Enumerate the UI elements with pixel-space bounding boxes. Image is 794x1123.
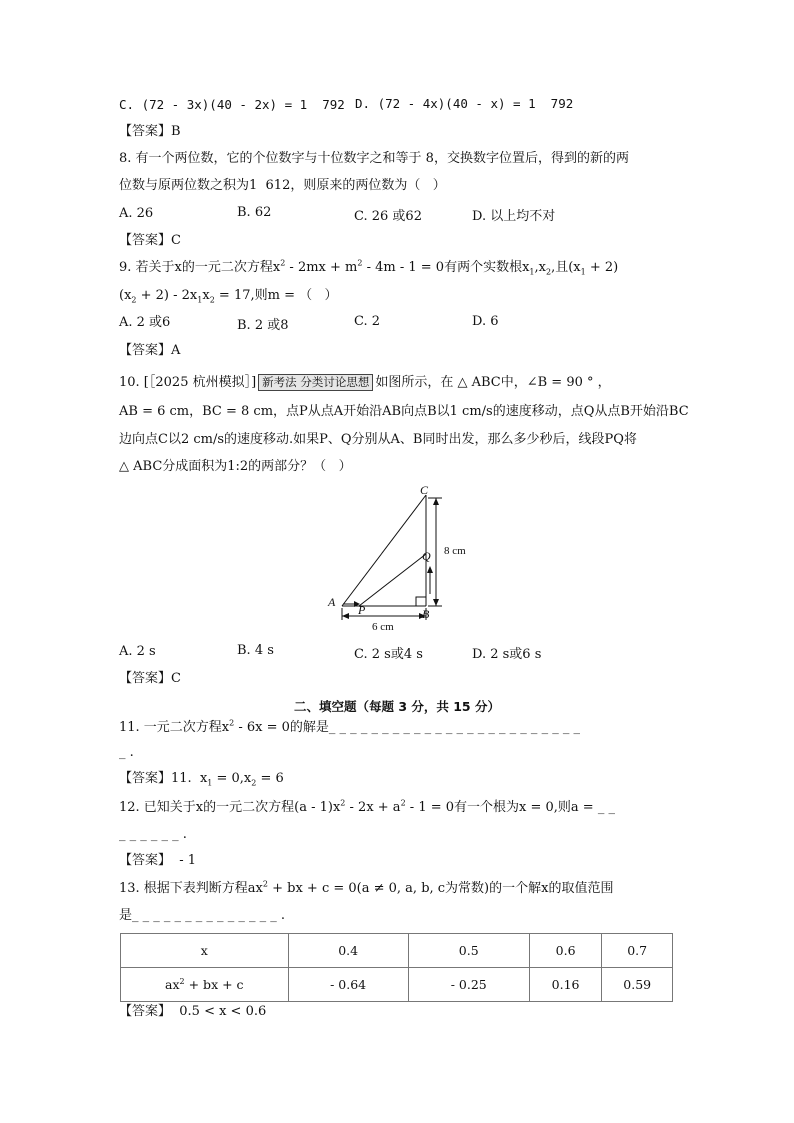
q8-option-a: A. 26 [119, 206, 154, 221]
table-cell: 0.6 [529, 934, 602, 968]
table-cell: 0.16 [529, 968, 602, 1002]
q8-option-b: B. 62 [237, 205, 272, 220]
label-a: A [328, 595, 336, 609]
table-row [121, 934, 673, 968]
q11-stem-line1: 11. 一元二次方程$x^2 - 6x = 0$的解是_ _ _ _ _ _ _ _ _ _ _ _ _ _ _ _ _ _ _ _ _ _ _ _ [119, 718, 580, 735]
q8-option-c: C. 26 或62 [354, 209, 422, 224]
q10-answer: 【答案】C [119, 671, 181, 686]
q9-option-a: A. 2 或6 [119, 315, 171, 330]
q9-option-d: D. 6 [472, 314, 499, 329]
q10-option-c: C. 2 s或4 s [354, 647, 423, 662]
table-cell: 0.5 [408, 934, 529, 968]
triangle-figure [320, 478, 480, 638]
table-cell: - 0.25 [408, 968, 529, 1002]
table-cell: - 0.64 [288, 968, 408, 1002]
q10-stem-line2: AB = 6 cm，BC = 8 cm，点P从点A开始沿AB向点B以1 cm/s的速度移动，点Q从点B开始沿BC [119, 404, 689, 419]
dimension-bc-label: 8 cm [444, 545, 466, 557]
label-p: P [358, 603, 366, 617]
q12-answer: 【答案】 - 1 [119, 853, 197, 868]
q11-answer: 【答案】11. $x_1 = 0,x_2 = 6$ [119, 771, 284, 788]
table-cell: 0.7 [602, 934, 673, 968]
q9-option-b: B. 2 或8 [237, 318, 289, 333]
q9-answer: 【答案】A [119, 343, 181, 358]
label-q: Q [422, 549, 431, 563]
label-b: B [422, 607, 430, 621]
table-cell: $ax^2$ + bx + c [121, 968, 289, 1002]
q10-stem-line3: 边向点C以2 cm/s的速度移动.如果P、Q分别从A、B同时出发，那么多少秒后，线段PQ将 [119, 432, 637, 447]
q7-answer: 【答案】B [119, 124, 181, 139]
q9-stem-line2: $(x_2 + 2) - 2x_1x_2 = 17$,则m = （ ） [119, 288, 338, 305]
segment-ac [342, 495, 426, 606]
q12-stem-line2: _ _ _ _ _ _ . [119, 827, 187, 842]
right-angle-mark [416, 597, 426, 606]
q9-option-c: C. 2 [354, 314, 381, 329]
q7-option-d: D. (72 - 4x)(40 - x) = 1 792 [355, 96, 574, 111]
q7-option-c: C. (72 - 3x)(40 - 2x) = 1 792 [119, 97, 345, 112]
q10-option-a: A. 2 s [119, 644, 156, 659]
q8-answer: 【答案】C [119, 233, 181, 248]
method-tag: 新考法 分类讨论思想 [258, 374, 373, 391]
section-title: 二、填空题（每题 3 分，共 15 分） [293, 699, 500, 714]
q10-stem-line1: 10. [［2025 杭州模拟］] 新考法 分类讨论思想 如图所示，在 △ ABC中，∠B = 90 ° ， [119, 375, 611, 390]
q13-stem-line1: 13. 根据下表判断方程$ax^2$ + bx + c = 0(a ≠ 0, a, b, c为常数)的一个解x的取值范围 [119, 879, 614, 896]
label-c: C [420, 483, 429, 497]
q13-answer: 【答案】 0.5 < x < 0.6 [119, 1004, 267, 1019]
q12-stem-line1: 12. 已知关于x的一元二次方程$(a - 1)x^2 - 2x + a^2 - 1 = 0$有一个根为x = 0,则a = _ _ [119, 798, 615, 815]
q13-stem-line2: 是_ _ _ _ _ _ _ _ _ _ _ _ _ _ . [119, 908, 285, 923]
q8-option-d: D. 以上均不对 [472, 209, 556, 224]
q10-stem-line4: △ ABC分成面积为1:2的两部分？（ ） [119, 459, 352, 474]
q8-stem-line1: 8. 有一个两位数，它的个位数字与十位数字之和等于 8，交换数字位置后，得到的新的两 [119, 151, 629, 166]
table-cell: 0.59 [602, 968, 673, 1002]
table-cell: x [121, 934, 289, 968]
table-cell: 0.4 [288, 934, 408, 968]
q10-option-b: B. 4 s [237, 643, 274, 658]
value-table [120, 933, 673, 1002]
dimension-ab-label: 6 cm [372, 621, 394, 633]
q9-stem-line1: 9. 若关于x的一元二次方程$x^2 - 2mx + m^2 - 4m - 1 = 0$有两个实数根$x_1,x_2$,且$(x_1 + 2)$ [119, 258, 619, 277]
table-row [121, 968, 673, 1002]
q10-option-d: D. 2 s或6 s [472, 647, 542, 662]
q11-stem-line2: _ . [119, 745, 134, 760]
q8-stem-line2: 位数与原两位数之积为1 612，则原来的两位数为（ ） [119, 178, 446, 193]
